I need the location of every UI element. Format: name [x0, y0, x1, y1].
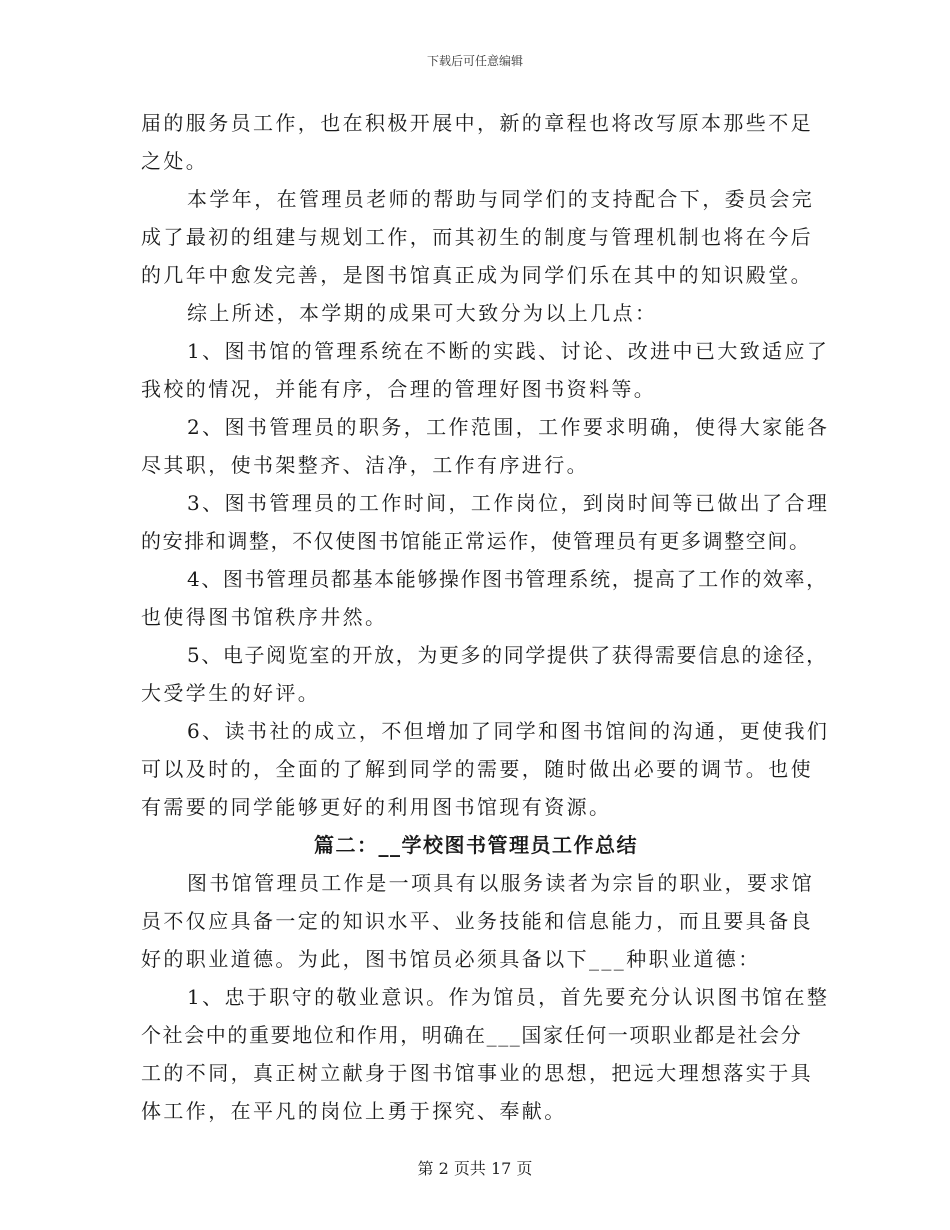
list-item-line: 我校的情况，并能有序，合理的管理好图书资料等。: [141, 377, 657, 401]
list-item-line: 的安排和调整，不仅使图书馆能正常运作，使管理员有更多调整空间。: [141, 529, 811, 553]
list-item-line: 大受学生的好评。: [141, 681, 321, 705]
list-item-line: 3、图书管理员的工作时间，工作岗位，到岗时间等已做出了合理: [187, 491, 830, 515]
list-item-line: 尽其职，使书架整齐、洁净，工作有序进行。: [141, 453, 589, 477]
section-title: 篇二：__学校图书管理员工作总结: [314, 833, 638, 857]
paragraph-line: 本学年，在管理员老师的帮助与同学们的支持配合下，委员会完: [187, 187, 815, 211]
list-item-line: 工的不同，真正树立献身于图书馆事业的思想，把远大理想落实于具: [141, 1061, 813, 1085]
paragraph-line: 综上所述，本学期的成果可大致分为以上几点：: [187, 301, 658, 325]
list-item-line: 5、电子阅览室的开放，为更多的同学提供了获得需要信息的途径，: [187, 643, 828, 667]
list-item-line: 也使得图书馆秩序井然。: [141, 605, 388, 629]
paragraph-line: 好的职业道德。为此，图书馆员必须具备以下___种职业道德：: [141, 947, 761, 971]
list-item-line: 1、忠于职守的敬业意识。作为馆员，首先要充分认识图书馆在整: [187, 985, 830, 1009]
paragraph-line: 的几年中愈发完善，是图书馆真正成为同学们乐在其中的知识殿堂。: [141, 263, 813, 287]
header-note: 下载后可任意编辑: [426, 54, 523, 68]
list-item-line: 可以及时的，全面的了解到同学的需要，随时做出必要的调节。也使: [141, 757, 813, 781]
document-body: [141, 104, 830, 1130]
list-item-line: 6、读书社的成立，不但增加了同学和图书馆间的沟通，更使我们: [187, 719, 830, 743]
list-item-line: 2、图书管理员的职务，工作范围，工作要求明确，使得大家能各: [187, 415, 830, 439]
list-item-line: 个社会中的重要地位和作用，明确在___国家任何一项职业都是社会分: [141, 1023, 803, 1047]
list-item-line: 有需要的同学能够更好的利用图书馆现有资源。: [141, 795, 612, 819]
paragraph-line: 届的服务员工作，也在积极开展中，新的章程也将改写原本那些不足: [141, 111, 813, 135]
paragraph-line: 图书馆管理员工作是一项具有以服务读者为宗旨的职业，要求馆: [187, 871, 815, 895]
list-item-line: 体工作，在平凡的岗位上勇于探究、奉献。: [141, 1099, 567, 1123]
paragraph-line: 之处。: [141, 149, 209, 173]
paragraph-line: 员不仅应具备一定的知识水平、业务技能和信息能力，而且要具备良: [141, 909, 813, 933]
list-item-line: 4、图书管理员都基本能够操作图书管理系统，提高了工作的效率，: [187, 567, 828, 591]
list-item-line: 1、图书馆的管理系统在不断的实践、讨论、改进中已大致适应了: [187, 339, 830, 363]
page-number: 第 2 页共 17 页: [417, 1159, 533, 1178]
paragraph-line: 成了最初的组建与规划工作，而其初生的制度与管理机制也将在今后: [141, 225, 813, 249]
